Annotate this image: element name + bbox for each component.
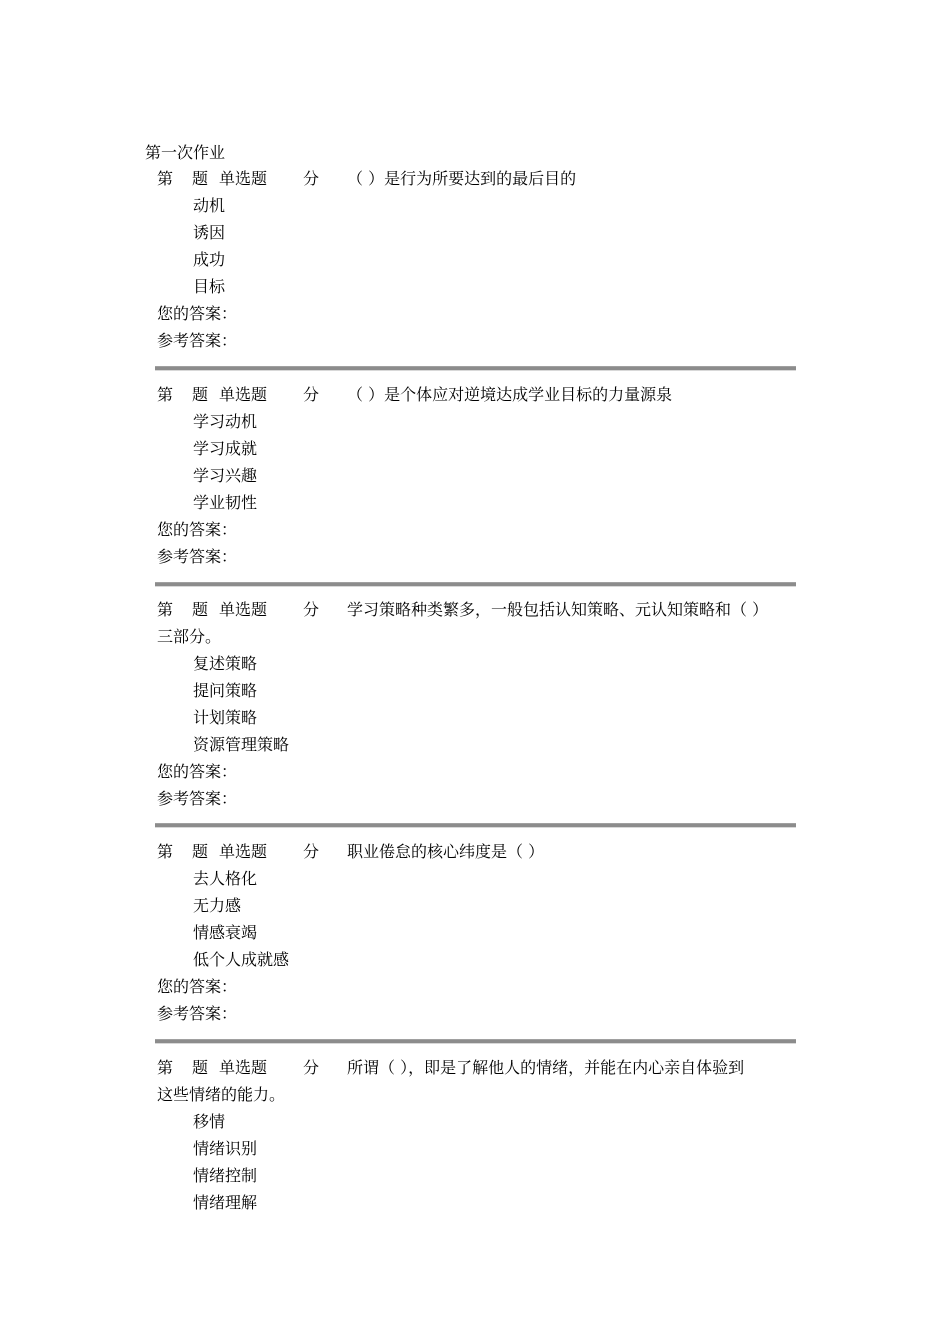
option-c: 计划策略 <box>193 708 258 727</box>
option-a: 动机 <box>193 196 226 215</box>
question-header <box>157 600 797 627</box>
option-c: 成功 <box>193 250 226 269</box>
question-type-label: 单选题 <box>219 385 268 404</box>
option-d: 学业韧性 <box>193 493 258 512</box>
question-stem: （ ）是行为所要达到的最后目的 <box>347 169 577 188</box>
reference-answer-label: 参考答案： <box>157 789 238 808</box>
option-d: 情绪理解 <box>193 1193 258 1212</box>
option-a: 学习动机 <box>193 412 258 431</box>
question-type-label: 单选题 <box>219 169 268 188</box>
your-answer-label: 您的答案： <box>157 977 238 996</box>
question-score-label: 分 <box>303 600 320 619</box>
option-d: 目标 <box>193 277 226 296</box>
question-ti-label: 题 <box>192 1058 209 1077</box>
question-type-label: 单选题 <box>219 600 268 619</box>
question-score-label: 分 <box>303 1058 320 1077</box>
question-block-2 <box>157 385 797 574</box>
question-block-3 <box>157 600 797 816</box>
question-score-label: 分 <box>303 842 320 861</box>
option-b: 无力感 <box>193 896 242 915</box>
your-answer-label: 您的答案： <box>157 304 238 323</box>
option-b: 学习成就 <box>193 439 258 458</box>
reference-answer-label: 参考答案： <box>157 1004 238 1023</box>
reference-answer-label: 参考答案： <box>157 547 238 566</box>
question-ti-label: 题 <box>192 842 209 861</box>
question-ti-label: 题 <box>192 169 209 188</box>
question-stem: 所谓（ ），即是了解他人的情绪，并能在内心亲自体验到 <box>347 1058 745 1077</box>
option-a: 去人格化 <box>193 869 258 888</box>
your-answer-label: 您的答案： <box>157 520 238 539</box>
question-type-label: 单选题 <box>219 842 268 861</box>
option-c: 情绪控制 <box>193 1166 258 1185</box>
question-score-label: 分 <box>303 169 320 188</box>
question-type-label: 单选题 <box>219 1058 268 1077</box>
option-b: 情绪识别 <box>193 1139 258 1158</box>
question-header <box>157 169 797 196</box>
option-b: 诱因 <box>193 223 226 242</box>
question-number-label: 第 <box>157 600 174 619</box>
question-stem-continuation: 这些情绪的能力。 <box>157 1085 286 1104</box>
question-number-label: 第 <box>157 169 174 188</box>
question-block-5 <box>157 1058 797 1220</box>
section-divider <box>155 366 796 371</box>
question-block-4 <box>157 842 797 1031</box>
section-divider <box>155 1039 796 1044</box>
reference-answer-label: 参考答案： <box>157 331 238 350</box>
option-a: 移情 <box>193 1112 226 1131</box>
option-d: 资源管理策略 <box>193 735 290 754</box>
document-title: 第一次作业 <box>145 143 226 162</box>
question-number-label: 第 <box>157 1058 174 1077</box>
question-stem: 职业倦怠的核心纬度是（ ） <box>347 842 545 861</box>
option-b: 提问策略 <box>193 681 258 700</box>
option-a: 复述策略 <box>193 654 258 673</box>
question-stem-continuation: 三部分。 <box>157 627 222 646</box>
option-c: 学习兴趣 <box>193 466 258 485</box>
question-stem: 学习策略种类繁多，一般包括认知策略、元认知策略和（ ） <box>347 600 769 619</box>
question-header <box>157 842 797 869</box>
question-score-label: 分 <box>303 385 320 404</box>
question-ti-label: 题 <box>192 600 209 619</box>
your-answer-label: 您的答案： <box>157 762 238 781</box>
section-divider <box>155 823 796 828</box>
question-number-label: 第 <box>157 385 174 404</box>
question-block-1 <box>157 169 797 358</box>
question-stem: （ ）是个体应对逆境达成学业目标的力量源泉 <box>347 385 673 404</box>
option-c: 情感衰竭 <box>193 923 258 942</box>
section-divider <box>155 582 796 587</box>
question-header <box>157 385 797 412</box>
question-ti-label: 题 <box>192 385 209 404</box>
question-number-label: 第 <box>157 842 174 861</box>
question-header <box>157 1058 797 1085</box>
option-d: 低个人成就感 <box>193 950 290 969</box>
